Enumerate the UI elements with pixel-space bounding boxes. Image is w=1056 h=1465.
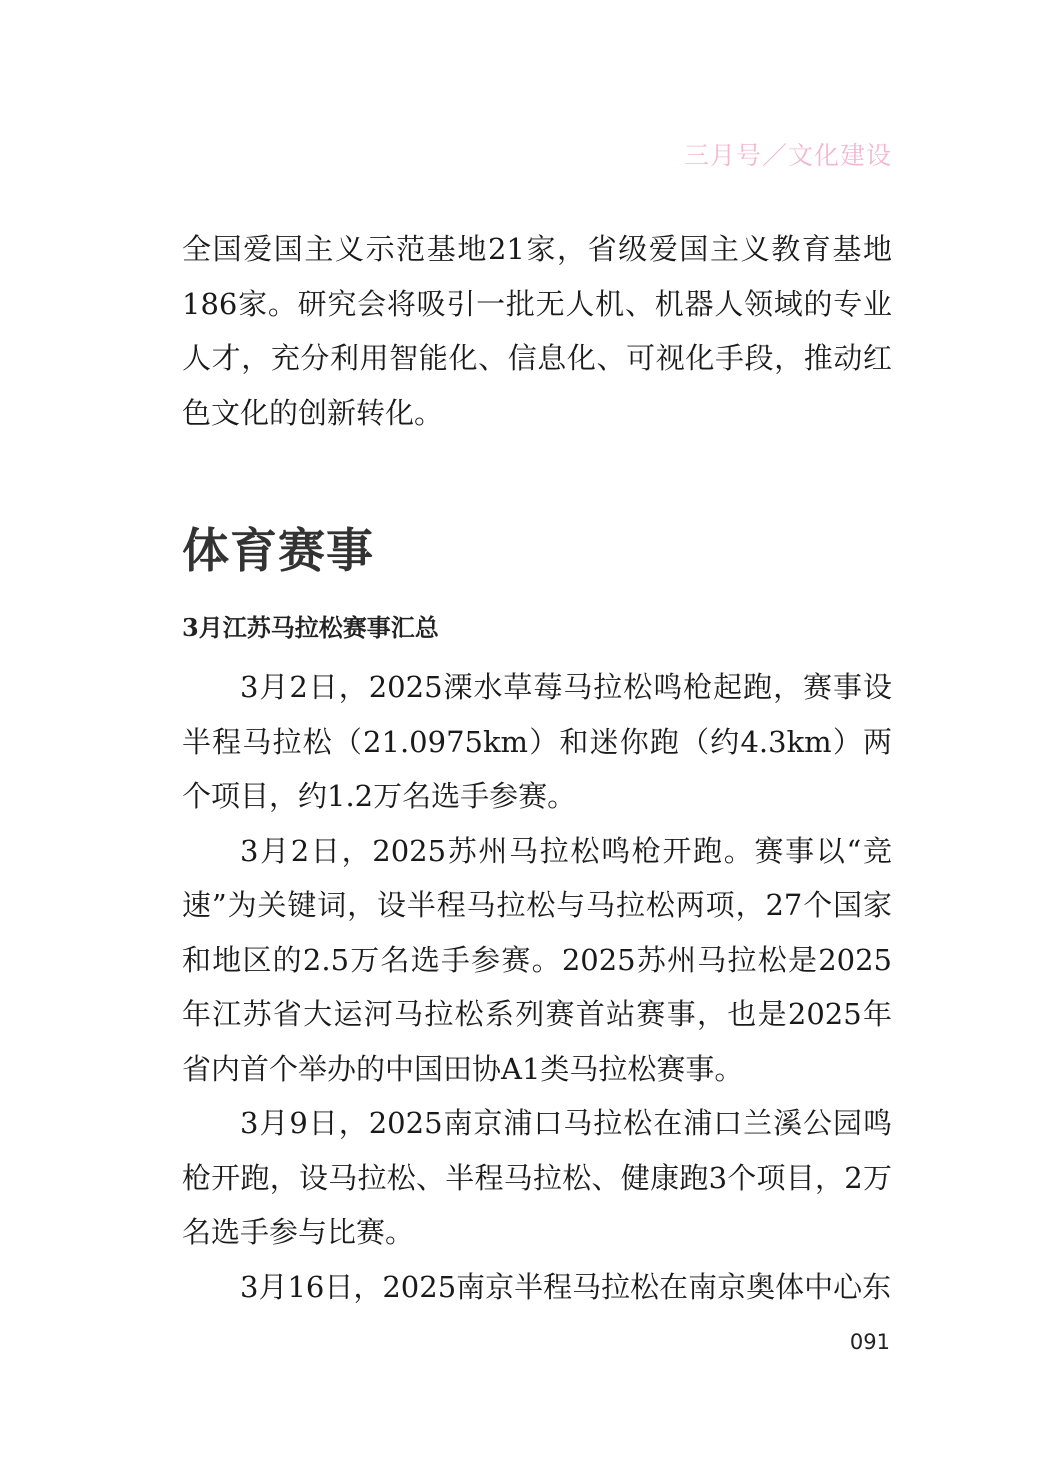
section-title: 体育赛事 <box>182 524 374 579</box>
page-number: 091 <box>849 1330 890 1354</box>
paragraph-suzhou-marathon: 3月2日，2025苏州马拉松鸣枪开跑。赛事以“竞速”为关键词，设半程马拉松与马拉松两项，27个国家和地区的2.5万名选手参赛。2025苏州马拉松是2025年江苏省大运河马拉松系列赛首站赛事，也是2025年省内首个举办的中国田协A1类马拉松赛事。 <box>182 833 892 1086</box>
running-header: 三月号／文化建设 <box>683 141 892 170</box>
paragraph-lishui-marathon: 3月2日，2025溧水草莓马拉松鸣枪起跑，赛事设半程马拉松（21.0975km）和迷你跑（约4.3km）两个项目，约1.2万名选手参赛。 <box>182 670 892 813</box>
intro-paragraph: 全国爱国主义示范基地21家，省级爱国主义教育基地186家。研究会将吸引一批无人机、机器人领域的专业人才，充分利用智能化、信息化、可视化手段，推动红色文化的创新转化。 <box>182 232 892 430</box>
paragraph-nanjing-half-marathon: 3月16日，2025南京半程马拉松在南京奥体中心东 <box>240 1269 892 1304</box>
subheading: 3月江苏马拉松赛事汇总 <box>182 613 439 642</box>
paragraph-pukou-marathon: 3月9日，2025南京浦口马拉松在浦口兰溪公园鸣枪开跑，设马拉松、半程马拉松、健康跑3个项目，2万名选手参与比赛。 <box>182 1106 892 1249</box>
article-body <box>182 222 892 1314</box>
